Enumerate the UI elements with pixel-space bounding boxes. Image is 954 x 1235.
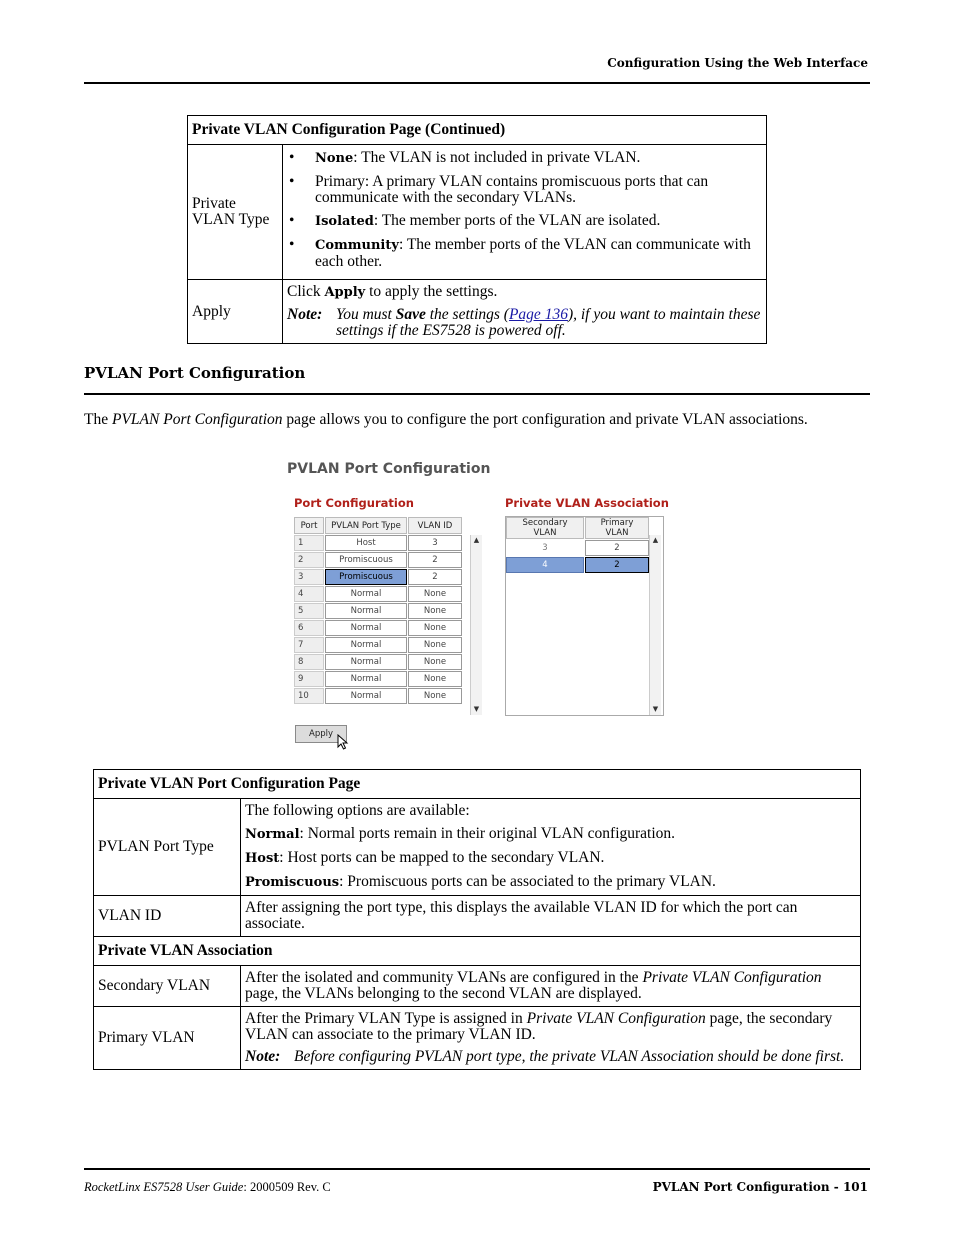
vlan-id-select[interactable]: None xyxy=(408,688,462,704)
scroll-down-icon[interactable]: ▼ xyxy=(652,705,659,713)
table-row: 7 Normal None xyxy=(294,637,462,653)
vlan-type-options xyxy=(287,150,762,270)
table-row: 6 Normal None xyxy=(294,620,462,636)
vlan-id-select[interactable]: None xyxy=(408,637,462,653)
association-grid xyxy=(505,516,650,574)
vlan-id-select[interactable]: None xyxy=(408,603,462,619)
pvlan-port-config-screenshot xyxy=(285,455,675,755)
port-type-select[interactable]: Normal xyxy=(325,603,407,619)
secondary-vlan-description: After the isolated and community VLANs are configured in the Private VLAN Configuration page, the VLANs belonging to the second VLAN are displayed. xyxy=(241,966,861,1007)
port-type-select[interactable]: Normal xyxy=(325,586,407,602)
row-label-secondary-vlan: Secondary VLAN xyxy=(94,966,241,1007)
row-label-private-vlan-type: Private VLAN Type xyxy=(188,145,283,280)
option-promiscuous: Promiscuous: Promiscuous ports can be associated to the primary VLAN. xyxy=(245,873,716,890)
apply-button[interactable]: Apply xyxy=(295,725,347,743)
table-row: 1 Host 3 xyxy=(294,535,462,551)
header-rule xyxy=(84,82,870,84)
primary-vlan-select[interactable]: 2 xyxy=(585,540,649,556)
table-row: 3 2 xyxy=(506,540,649,556)
table-row: 9 Normal None xyxy=(294,671,462,687)
vlan-id-select[interactable]: None xyxy=(408,586,462,602)
association-note: Note: Before configuring PVLAN port type, the private VLAN Association should be done first. xyxy=(245,1048,845,1065)
footer-left: RocketLinx ES7528 User Guide: 2000509 Rev. C xyxy=(84,1180,331,1194)
intro-paragraph: The PVLAN Port Configuration page allows you to configure the port configuration and private VLAN associations. xyxy=(84,411,808,428)
table-heading: Private VLAN Configuration Page (Continued) xyxy=(188,116,767,145)
pvlan-association-title: Private VLAN Association xyxy=(505,496,669,510)
running-header: Configuration Using the Web Interface xyxy=(607,56,868,70)
col-pvlan-port-type: PVLAN Port Type xyxy=(325,517,407,534)
table-row: 10 Normal None xyxy=(294,688,462,704)
row-label-apply: Apply xyxy=(188,280,283,344)
primary-vlan-description: After the Primary VLAN Type is assigned in Private VLAN Configuration page, the secondary VLAN can associate to the primary VLAN ID. xyxy=(245,1010,833,1043)
table-heading: Private VLAN Port Configuration Page xyxy=(94,770,861,799)
vlan-id-select[interactable]: None xyxy=(408,671,462,687)
mouse-cursor-icon xyxy=(337,734,349,750)
row-label-pvlan-port-type: PVLAN Port Type xyxy=(94,799,241,896)
row-label-primary-vlan: Primary VLAN xyxy=(94,1007,241,1070)
vlan-id-select[interactable]: 2 xyxy=(408,552,462,568)
port-type-select[interactable]: Normal xyxy=(325,620,407,636)
option-normal: Normal: Normal ports remain in their original VLAN configuration. xyxy=(245,825,676,842)
port-configuration-title: Port Configuration xyxy=(294,496,414,510)
pvlan-port-config-table xyxy=(93,769,861,1070)
primary-vlan-select[interactable]: 2 xyxy=(585,557,649,573)
port-type-select[interactable]: Host xyxy=(325,535,407,551)
table-row: 2 Promiscuous 2 xyxy=(294,552,462,568)
page-136-link[interactable]: Page 136 xyxy=(508,306,568,323)
port-type-select[interactable]: Normal xyxy=(325,637,407,653)
vlan-id-select[interactable]: None xyxy=(408,620,462,636)
port-type-select[interactable]: Normal xyxy=(325,671,407,687)
port-type-select[interactable]: Promiscuous xyxy=(325,569,407,585)
association-heading: Private VLAN Association xyxy=(94,937,861,966)
port-type-select[interactable]: Normal xyxy=(325,654,407,670)
option-host: Host: Host ports can be mapped to the secondary VLAN. xyxy=(245,849,605,866)
table-row: 4 2 xyxy=(506,557,649,573)
port-config-grid xyxy=(293,516,463,705)
options-intro: The following options are available: xyxy=(245,802,470,819)
col-secondary-vlan: Secondary VLAN xyxy=(506,517,584,539)
save-note: Note: You must Save the settings (Page 136), if you want to maintain these settings if the ES7528 is powered off. xyxy=(287,306,761,339)
footer-rule xyxy=(84,1168,870,1170)
port-grid-scrollbar[interactable] xyxy=(470,535,482,715)
vlan-id-description: After assigning the port type, this displays the available VLAN ID for which the port can associate. xyxy=(241,896,861,937)
vlan-id-select[interactable]: None xyxy=(408,654,462,670)
screenshot-title: PVLAN Port Configuration xyxy=(287,461,491,477)
scroll-up-icon[interactable]: ▲ xyxy=(473,536,480,544)
port-type-select[interactable]: Promiscuous xyxy=(325,552,407,568)
option-primary: • Primary: A primary VLAN contains promiscuous ports that can communicate with the secondary VLANs. xyxy=(287,174,762,206)
option-isolated: • Isolated: The member ports of the VLAN are isolated. xyxy=(287,213,762,230)
section-rule xyxy=(84,393,870,395)
section-title: PVLAN Port Configuration xyxy=(84,364,306,382)
option-none: • None: The VLAN is not included in private VLAN. xyxy=(287,150,762,167)
scroll-up-icon[interactable]: ▲ xyxy=(652,536,659,544)
table-row: 4 Normal None xyxy=(294,586,462,602)
table-row: 3 Promiscuous 2 xyxy=(294,569,462,585)
assoc-grid-scrollbar[interactable] xyxy=(649,535,661,715)
table-row: 5 Normal None xyxy=(294,603,462,619)
footer-right: PVLAN Port Configuration - 101 xyxy=(652,1180,868,1194)
apply-description: Click Apply to apply the settings. xyxy=(287,283,498,300)
vlan-id-select[interactable]: 3 xyxy=(408,535,462,551)
table-row: 8 Normal None xyxy=(294,654,462,670)
private-vlan-config-table xyxy=(187,115,767,344)
row-label-vlan-id: VLAN ID xyxy=(94,896,241,937)
scroll-down-icon[interactable]: ▼ xyxy=(473,705,480,713)
col-port: Port xyxy=(294,517,324,534)
port-type-select[interactable]: Normal xyxy=(325,688,407,704)
option-community: • Community: The member ports of the VLAN can communicate with each other. xyxy=(287,237,762,270)
col-primary-vlan: Primary VLAN xyxy=(585,517,649,539)
vlan-id-select[interactable]: 2 xyxy=(408,569,462,585)
col-vlan-id: VLAN ID xyxy=(408,517,462,534)
